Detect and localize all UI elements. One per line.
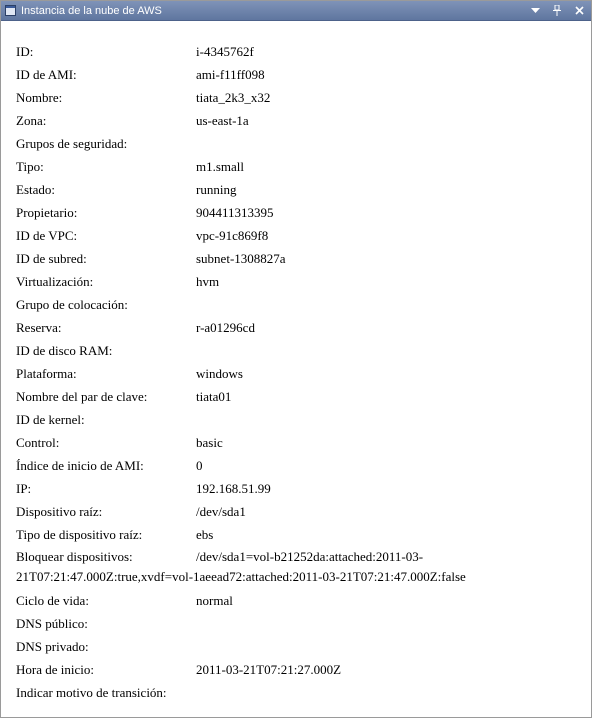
property-label: IP:: [16, 481, 32, 496]
window-title: Instancia de la nube de AWS: [21, 4, 162, 17]
property-label: Dispositivo raíz:: [16, 504, 103, 519]
property-value: 0: [196, 458, 203, 473]
property-row: [16, 109, 591, 132]
property-label: Tipo de dispositivo raíz:: [16, 527, 143, 542]
property-value: us-east-1a: [196, 113, 249, 128]
title-bar[interactable]: [1, 1, 591, 21]
property-label: Estado:: [16, 182, 55, 197]
property-value: i-4345762f: [196, 44, 254, 59]
property-label: ID de subred:: [16, 251, 87, 266]
property-row: [16, 247, 591, 270]
property-row: [16, 431, 591, 454]
property-value: tiata01: [196, 389, 232, 404]
property-value: subnet-1308827a: [196, 251, 286, 266]
property-row: [16, 86, 591, 109]
property-label: DNS privado:: [16, 639, 89, 654]
property-label: Reserva:: [16, 320, 62, 335]
title-bar-buttons: [529, 5, 585, 17]
property-value: hvm: [196, 274, 220, 289]
window-icon: [5, 5, 16, 16]
property-label: DNS público:: [16, 616, 88, 631]
property-label: ID de disco RAM:: [16, 343, 113, 358]
property-value: basic: [196, 435, 223, 450]
property-label: Zona:: [16, 113, 47, 128]
property-value: vpc-91c869f8: [196, 228, 269, 243]
property-label: Bloquear dispositivos:: [16, 549, 133, 564]
property-row: [16, 155, 591, 178]
property-label: Nombre del par de clave:: [16, 389, 148, 404]
property-row: [16, 681, 591, 704]
property-label: Grupos de seguridad:: [16, 136, 128, 151]
property-value: tiata_2k3_x32: [196, 90, 271, 105]
property-row: [16, 293, 591, 316]
property-row: [16, 477, 591, 500]
close-icon[interactable]: [573, 5, 585, 17]
property-label: Ciclo de vida:: [16, 593, 89, 608]
property-label: Control:: [16, 435, 60, 450]
property-row: [16, 224, 591, 247]
property-label: ID de VPC:: [16, 228, 78, 243]
property-value: 2011-03-21T07:21:27.000Z: [196, 662, 342, 677]
property-label: Índice de inicio de AMI:: [16, 458, 144, 473]
property-value: 904411313395: [196, 205, 274, 220]
property-row: [16, 454, 591, 477]
property-row: [16, 658, 591, 681]
property-label: Tipo:: [16, 159, 44, 174]
property-value: /dev/sda1: [196, 504, 246, 519]
property-value: windows: [196, 366, 243, 381]
property-row: [16, 63, 591, 86]
property-row: [16, 635, 591, 658]
property-row: [16, 589, 591, 612]
property-row: [16, 270, 591, 293]
property-label: ID de kernel:: [16, 412, 85, 427]
property-label: Propietario:: [16, 205, 78, 220]
property-label: Virtualización:: [16, 274, 94, 289]
property-label: ID:: [16, 44, 34, 59]
property-value: r-a01296cd: [196, 320, 255, 335]
property-row: [16, 132, 591, 155]
menu-dropdown-icon[interactable]: [529, 5, 541, 17]
property-label: Hora de inicio:: [16, 662, 94, 677]
property-value: ami-f11ff098: [196, 67, 265, 82]
property-label: Plataforma:: [16, 366, 77, 381]
property-row: [16, 612, 591, 635]
property-value: normal: [196, 593, 233, 608]
property-row: [16, 500, 591, 523]
property-value: running: [196, 182, 237, 197]
property-row: [16, 523, 591, 546]
pin-icon[interactable]: [551, 5, 563, 17]
property-row: [16, 362, 591, 385]
property-row: [16, 408, 591, 431]
property-row: [16, 339, 591, 362]
property-row: [16, 547, 581, 587]
property-row: [16, 178, 591, 201]
property-label: Grupo de colocación:: [16, 297, 128, 312]
property-label: Nombre:: [16, 90, 63, 105]
property-row: [16, 385, 591, 408]
property-value: m1.small: [196, 159, 245, 174]
property-row: [16, 201, 591, 224]
properties-list: [1, 21, 591, 704]
property-label: Indicar motivo de transición:: [16, 685, 167, 700]
property-row: [16, 316, 591, 339]
property-value: 192.168.51.99: [196, 481, 271, 496]
property-row: [16, 40, 591, 63]
property-value: /dev/sda1=vol-b21252da:attached:2011-03-21T07:21:47.000Z:true,xvdf=vol-1aeead72:attached:2011-03-21T07:21:47.000Z:false: [16, 549, 466, 584]
property-value: ebs: [196, 527, 214, 542]
property-label: ID de AMI:: [16, 67, 77, 82]
